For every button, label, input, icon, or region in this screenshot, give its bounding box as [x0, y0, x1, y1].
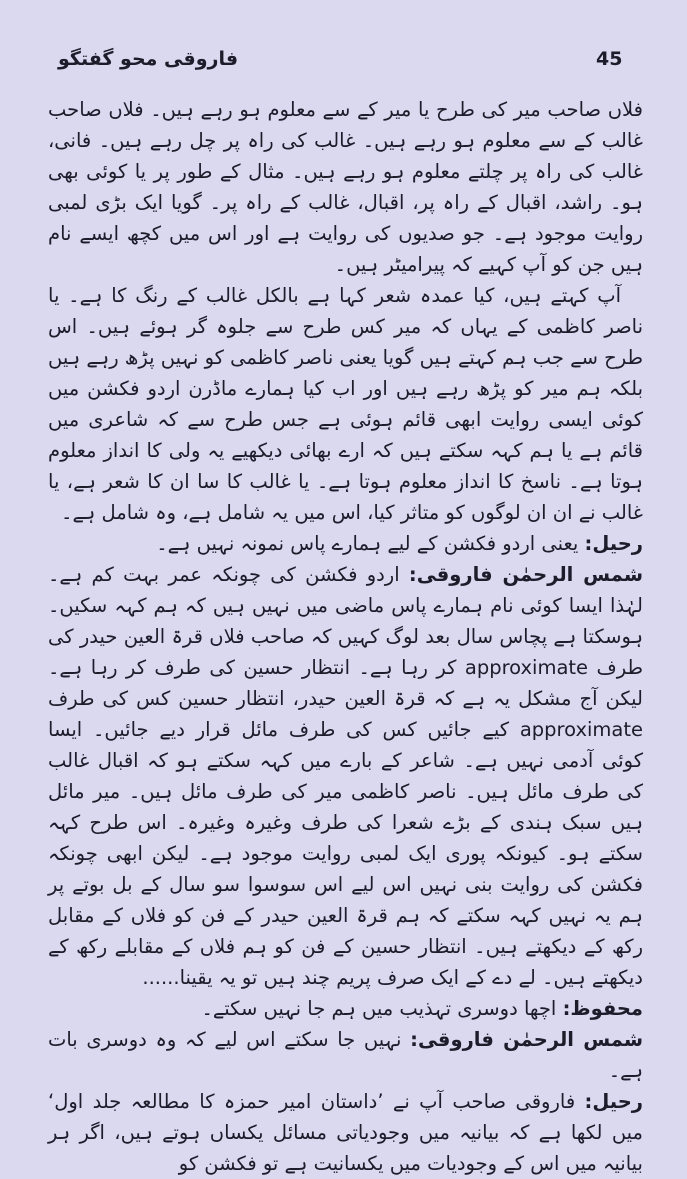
- paragraph: فلاں صاحب میر کی طرح یا میر کے سے معلوم ہو رہے ہیں۔ فلاں صاحب غالب کے سے معلوم ہو رہے ہیں۔ غالب کی راہ پر چل رہے ہیں۔ فانی، غالب کی راہ پر چلتے معلوم ہو رہے ہیں۔ مثال کے طور پر یا کوئی بھی ہو۔ راشد، اقبال کے راہ پر، اقبال، غالب کے راہ پر۔ گویا ایک بڑی لمبی روایت موجود ہے۔ جو صدیوں کی روایت ہے اور اس میں کچھ ایسے نام ہیں جن کو آپ کہیے کہ پیرامیٹر ہیں۔: [48, 98, 643, 276]
- dialogue-paragraph: [48, 528, 643, 559]
- speaker-name: شمس الرحمٰن فاروقی:: [408, 563, 643, 586]
- paragraph: آپ کہتے ہیں، کیا عمدہ شعر کہا ہے بالکل غالب کے رنگ کا ہے۔ یا ناصر کاظمی کے یہاں کہ میر کس طرح سے جلوہ گر ہوئے ہیں۔ اس طرح سے جب ہم کہتے ہیں گویا یعنی ناصر کاظمی کو نہیں پڑھ رہے ہیں بلکہ ہم میر کو پڑھ رہے ہیں اور اب کیا ہمارے ماڈرن اردو فکشن میں کوئی ایسی روایت ابھی قائم ہوئی ہے جس طرح سے کہ شاعری میں قائم ہے یا ہم کہہ سکتے ہیں کہ ارے بھائی دیکھیے یہ ولی کا انداز معلوم ہوتا ہے۔ ناسخ کا انداز معلوم ہوتا ہے۔ یا غالب کا سا ان کا شعر ہے، یا غالب نے ان ان لوگوں کو متاثر کیا، اس میں یہ شامل ہے، وہ شامل ہے۔: [47, 284, 643, 524]
- dialogue-text: فاروقی صاحب آپ نے ’داستان امیر حمزہ کا مطالعہ جلد اول‘ میں لکھا ہے کہ بیانیہ میں وجودیاتی مسائل یکساں ہوتے ہیں، اگر ہر بیانیہ میں اس کے وجودیات میں یکسانیت ہے تو فکشن کو: [48, 1090, 643, 1175]
- body-text: [48, 94, 643, 1179]
- speaker-name: شمس الرحمٰن فاروقی:: [410, 1028, 644, 1051]
- dialogue-text: یعنی اردو فکشن کے لیے ہمارے پاس نمونہ نہیں ہے۔: [156, 532, 579, 555]
- dialogue-text: اچھا دوسری تہذیب میں ہم جا نہیں سکتے۔: [201, 997, 557, 1020]
- dialogue-text: نہیں جا سکتے اس لیے کہ وہ دوسری بات ہے۔: [48, 1028, 643, 1082]
- dialogue-paragraph: [48, 993, 643, 1024]
- speaker-name: رحیل:: [584, 1090, 643, 1113]
- running-header: فاروقی محو گفتگو: [58, 48, 239, 70]
- dialogue-text: کر رہا ہے۔ انتظار حسین کی طرف کر رہا ہے۔ لیکن آج مشکل یہ ہے کہ قرۃ العین حیدر، انتظار حسین کس کی طرف: [48, 656, 643, 710]
- english-term: approximate: [464, 656, 589, 679]
- dialogue-paragraph: [48, 1086, 643, 1179]
- english-term: approximate: [519, 718, 643, 741]
- speaker-name: رحیل:: [584, 532, 643, 555]
- dialogue-text: اردو فکشن کی چونکہ عمر بہت کم ہے۔ لہٰذا ایسا کوئی نام ہمارے پاس ماضی میں نہیں ہیں کہ ہم کہہ سکیں۔ ہوسکتا ہے پچاس سال بعد لوگ کہیں کہ صاحب فلاں قرۃ العین حیدر کی طرف: [48, 563, 643, 679]
- dialogue-paragraph: [48, 1024, 643, 1086]
- page-number: 45: [596, 48, 623, 70]
- dialogue-paragraph: [48, 559, 643, 993]
- dialogue-text: کیے جائیں کس کی طرف مائل قرار دیے جائیں۔ ایسا کوئی آدمی نہیں ہے۔ شاعر کے بارے میں کہہ سکتے ہو کہ اقبال غالب کی طرف مائل ہیں۔ ناصر کاظمی میر کی طرف مائل ہیں۔ میر مائل ہیں سبک ہندی کے بڑے شعرا کی طرف وغیرہ وغیرہ۔ اس طرح کہہ سکتے ہو۔ کیونکہ پوری ایک لمبی روایت موجود ہے۔ لیکن ابھی چونکہ فکشن کی روایت بنی نہیں اس لیے اس سوسوا سو سال کے بل بوتے پر ہم یہ نہیں کہہ سکتے کہ ہم قرۃ العین حیدر کے فن کو فلاں کے مقابل رکھ کے دیکھتے ہیں۔ انتظار حسین کے فن کو ہم فلاں کے مقابلے رکھ کے دیکھتے ہیں۔ لے دے کے ایک صرف پریم چند ہیں تو یہ یقینا......: [48, 718, 643, 989]
- speaker-name: محفوظ:: [562, 997, 643, 1020]
